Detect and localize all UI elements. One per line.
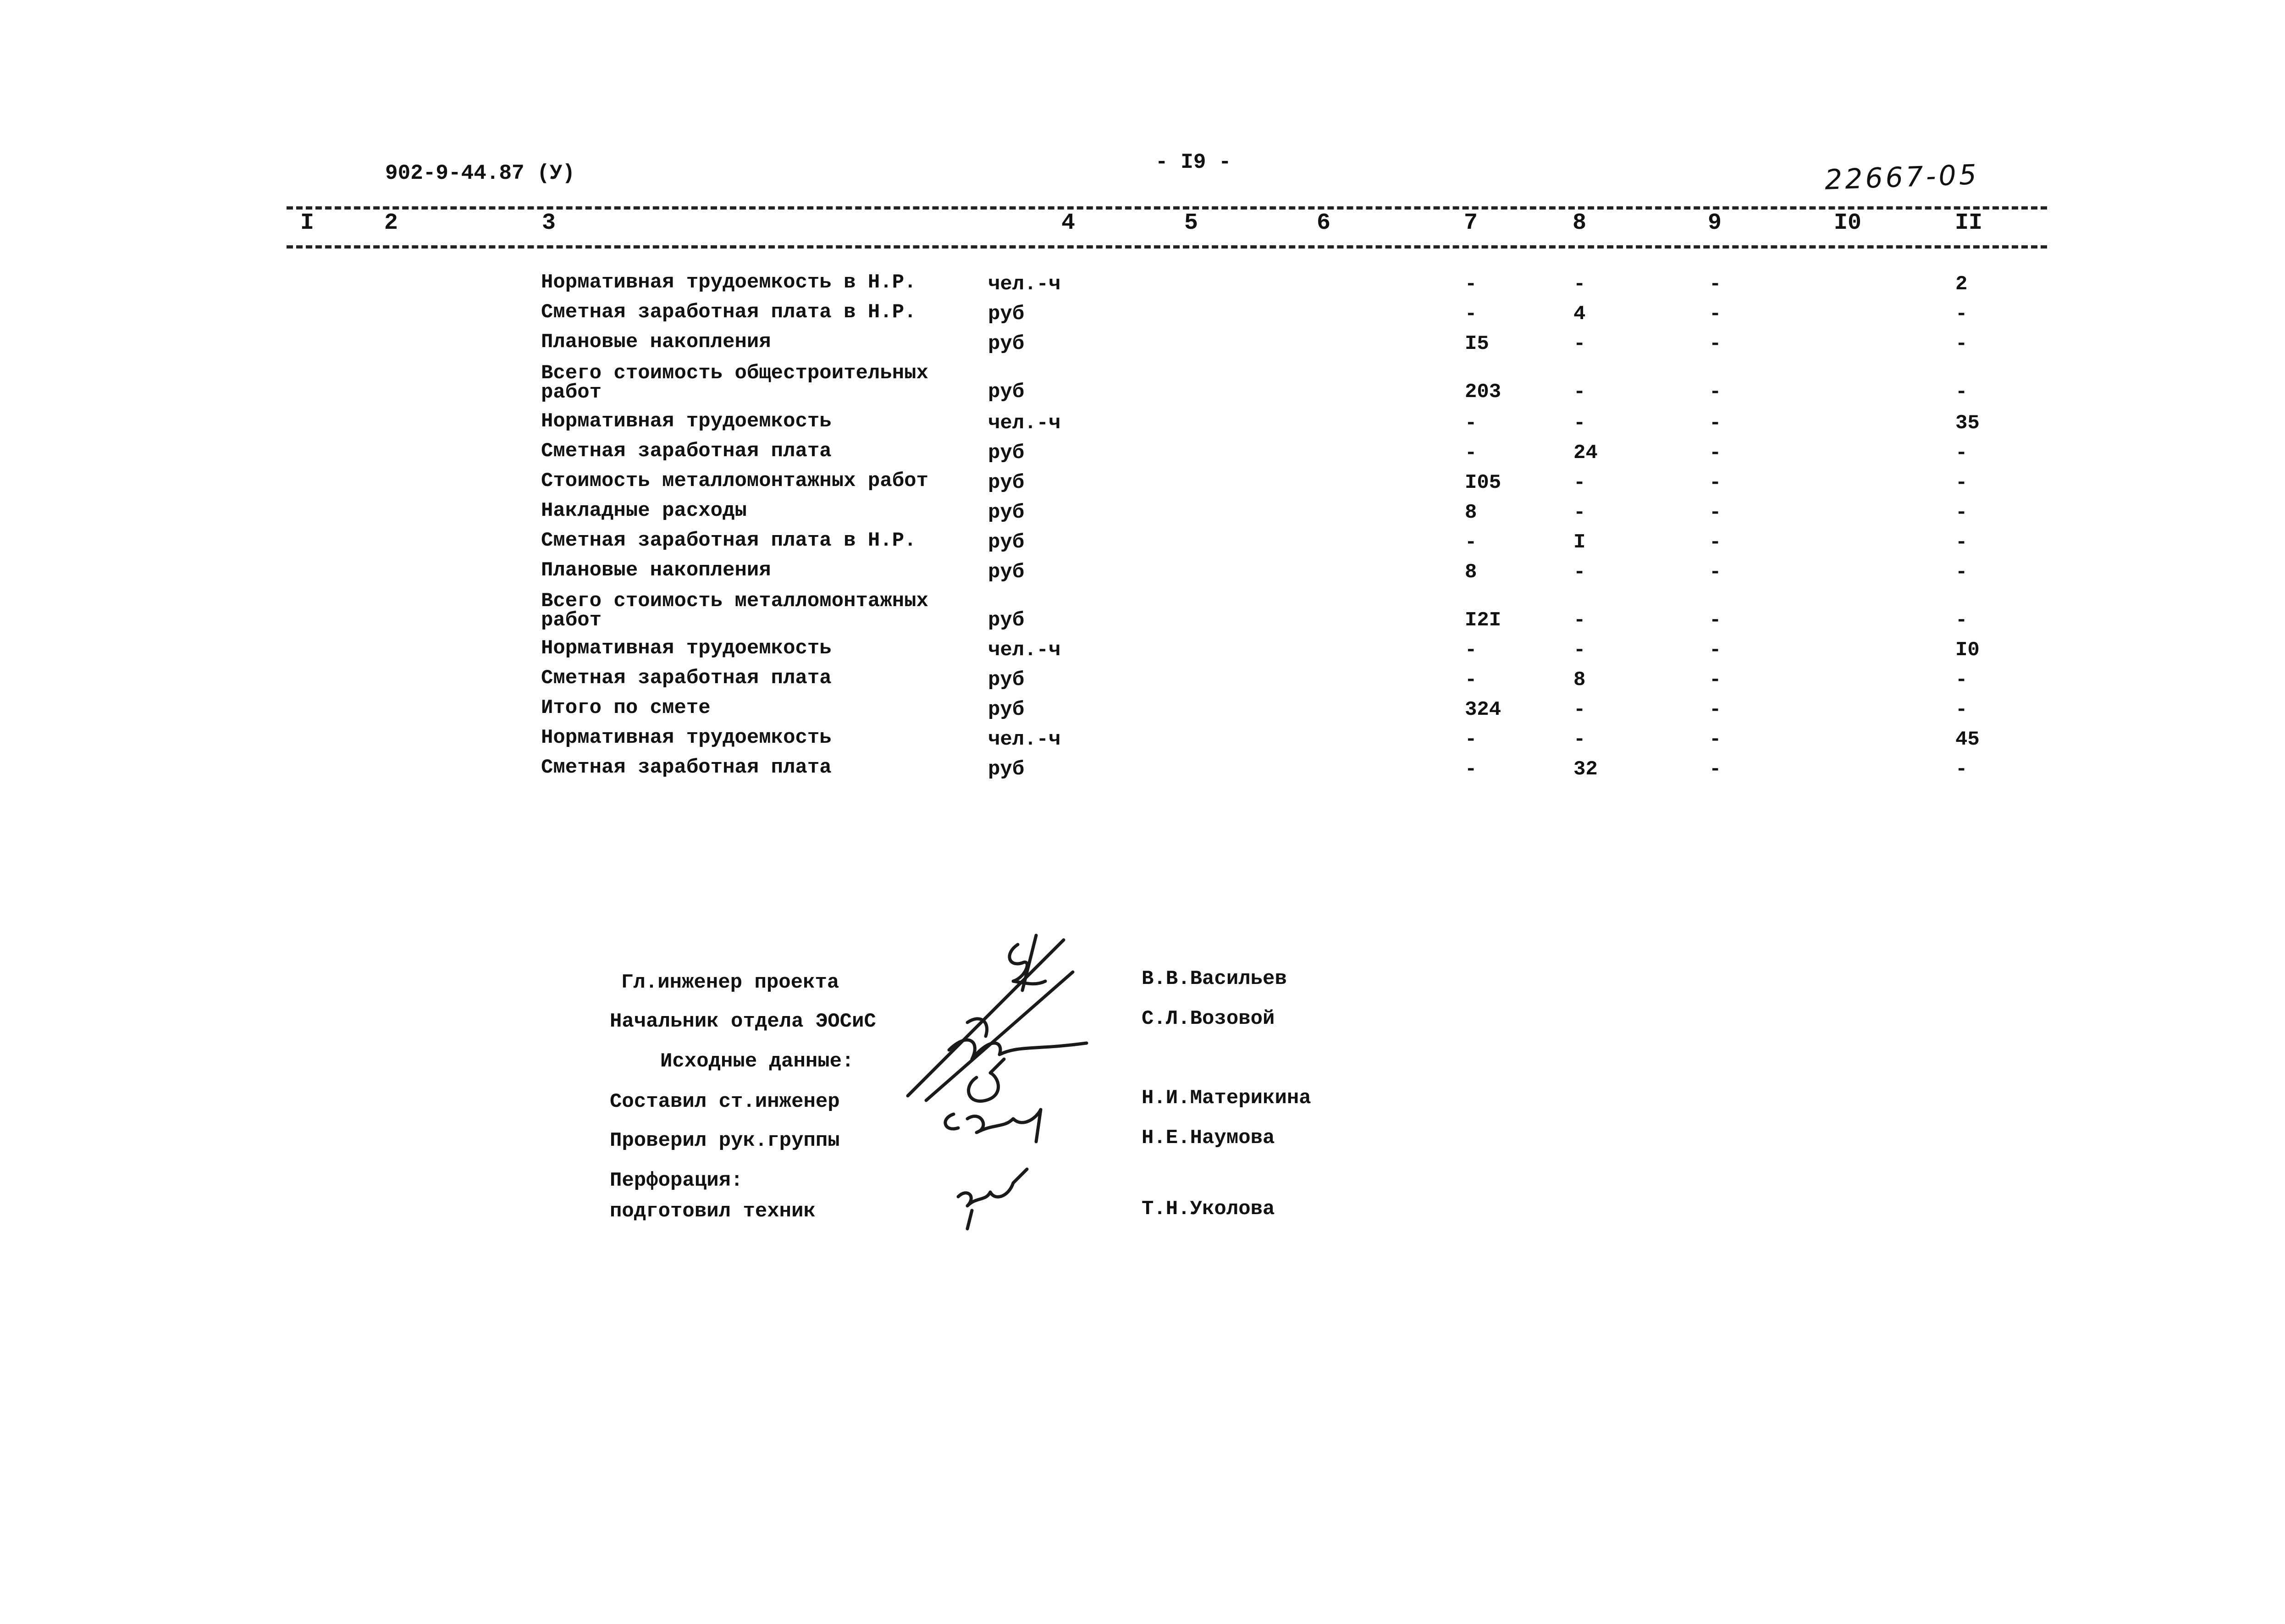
row-label: Стоимость металломонтажных работ [541,470,928,492]
row-unit: руб [988,471,1025,494]
column-number: 3 [542,210,556,236]
cell-col8: - [1573,471,1586,494]
cell-col9: - [1709,758,1722,781]
row-unit: руб [988,609,1025,632]
row-label: Сметная заработная плата в Н.Р. [541,529,916,552]
row-unit: руб [988,381,1025,403]
cell-col7: I5 [1465,332,1489,355]
row-label: Сметная заработная плата [541,440,832,463]
cell-col8: - [1573,381,1586,403]
perforation-label: Перфорация: [610,1169,743,1192]
handwritten-number: 22667-05 [1824,159,1980,196]
column-number: 9 [1708,210,1722,236]
row-unit: руб [988,303,1025,326]
header-rule-bottom [287,245,2047,249]
cell-col9: - [1709,501,1722,524]
row-unit: руб [988,501,1025,524]
cell-col9: - [1709,442,1722,464]
cell-col9: - [1709,531,1722,554]
cell-col7: - [1465,668,1477,691]
cell-col8: 24 [1573,442,1598,464]
column-number: 7 [1464,210,1478,236]
chief-engineer-role: Гл.инженер проекта [621,971,839,994]
column-number: 6 [1317,210,1331,236]
dept-head-role: Начальник отдела ЭОСиС [610,1010,876,1033]
row-label: Всего стоимость металломонтажных работ [541,590,928,632]
page-number: - I9 - [1155,150,1231,174]
cell-col11: - [1955,758,1968,781]
cell-col7: 324 [1465,698,1501,721]
cell-col7: - [1465,758,1477,781]
cell-col9: - [1709,639,1722,662]
compiled-role: Составил ст.инженер [610,1090,840,1113]
cell-col11: I0 [1955,639,1980,662]
cell-col11: - [1955,442,1968,464]
cell-col8: - [1573,698,1586,721]
row-label: Плановые накопления [541,331,771,354]
cell-col9: - [1709,303,1722,326]
chief-engineer-name: В.В.Васильев [1142,967,1287,990]
cell-col11: 35 [1955,412,1980,435]
compiled-name: Н.И.Материкина [1142,1087,1311,1110]
cell-col9: - [1709,273,1722,296]
cell-col9: - [1709,332,1722,355]
column-number: 5 [1184,210,1198,236]
row-unit: руб [988,668,1025,691]
cell-col8: 8 [1573,668,1586,691]
row-label: Накладные расходы [541,499,747,522]
column-number: 4 [1061,210,1076,236]
cell-col11: - [1955,381,1968,403]
cell-col11: - [1955,332,1968,355]
cell-col7: 203 [1465,381,1501,403]
cell-col11: - [1955,698,1968,721]
dept-head-name: С.Л.Возовой [1142,1007,1275,1030]
cell-col11: 45 [1955,728,1980,751]
row-label: Нормативная трудоемкость [541,726,832,749]
cell-col11: - [1955,501,1968,524]
row-unit: руб [988,442,1025,464]
cell-col7: - [1465,273,1477,296]
cell-col8: - [1573,273,1586,296]
row-unit: чел.-ч [988,728,1061,751]
cell-col7: - [1465,728,1477,751]
document-code: 902-9-44.87 (У) [385,161,575,185]
row-label: Итого по смете [541,696,711,719]
column-number: I [300,210,315,236]
cell-col7: - [1465,303,1477,326]
prepared-name: Т.Н.Уколова [1142,1198,1275,1221]
checked-name: Н.Е.Наумова [1142,1127,1275,1149]
cell-col9: - [1709,561,1722,584]
row-unit: руб [988,332,1025,355]
row-unit: чел.-ч [988,639,1061,662]
cell-col9: - [1709,471,1722,494]
cell-col9: - [1709,609,1722,632]
row-unit: руб [988,531,1025,554]
header-rule-top [287,206,2047,210]
row-label: Плановые накопления [541,559,771,582]
row-unit: руб [988,561,1025,584]
prepared-role: подготовил техник [610,1200,816,1223]
cell-col7: 8 [1465,561,1477,584]
cell-col7: - [1465,531,1477,554]
column-number: II [1955,210,1983,236]
row-label: Нормативная трудоемкость в Н.Р. [541,271,916,294]
cell-col8: - [1573,332,1586,355]
cell-col11: - [1955,609,1968,632]
cell-col9: - [1709,668,1722,691]
cell-col11: - [1955,471,1968,494]
row-label: Сметная заработная плата [541,667,832,690]
cell-col8: 32 [1573,758,1598,781]
cell-col8: - [1573,728,1586,751]
cell-col7: - [1465,639,1477,662]
cell-col8: - [1573,561,1586,584]
row-unit: чел.-ч [988,412,1061,435]
cell-col7: - [1465,442,1477,464]
cell-col11: - [1955,561,1968,584]
cell-col8: - [1573,609,1586,632]
row-label: Сметная заработная плата в Н.Р. [541,301,916,324]
row-unit: руб [988,758,1025,781]
column-number: I0 [1834,210,1862,236]
checked-role: Проверил рук.группы [610,1129,840,1152]
cell-col11: - [1955,668,1968,691]
cell-col9: - [1709,728,1722,751]
column-number: 8 [1573,210,1587,236]
cell-col11: - [1955,531,1968,554]
cell-col7: I2I [1465,609,1501,632]
handwritten-signatures-graphic [899,926,1128,1238]
source-data-label: Исходные данные: [660,1050,854,1073]
row-label: Всего стоимость общестроительных работ [541,362,928,404]
column-number: 2 [384,210,398,236]
cell-col7: - [1465,412,1477,435]
cell-col8: - [1573,501,1586,524]
cell-col11: - [1955,303,1968,326]
cell-col7: I05 [1465,471,1501,494]
cell-col8: - [1573,639,1586,662]
cell-col11: 2 [1955,273,1968,296]
cell-col8: 4 [1573,303,1586,326]
cell-col9: - [1709,698,1722,721]
row-unit: чел.-ч [988,273,1061,296]
cell-col8: I [1573,531,1586,554]
row-label: Нормативная трудоемкость [541,637,832,660]
row-label: Нормативная трудоемкость [541,410,832,433]
row-label: Сметная заработная плата [541,756,832,779]
cell-col8: - [1573,412,1586,435]
cell-col9: - [1709,381,1722,403]
cell-col7: 8 [1465,501,1477,524]
cell-col9: - [1709,412,1722,435]
row-unit: руб [988,698,1025,721]
